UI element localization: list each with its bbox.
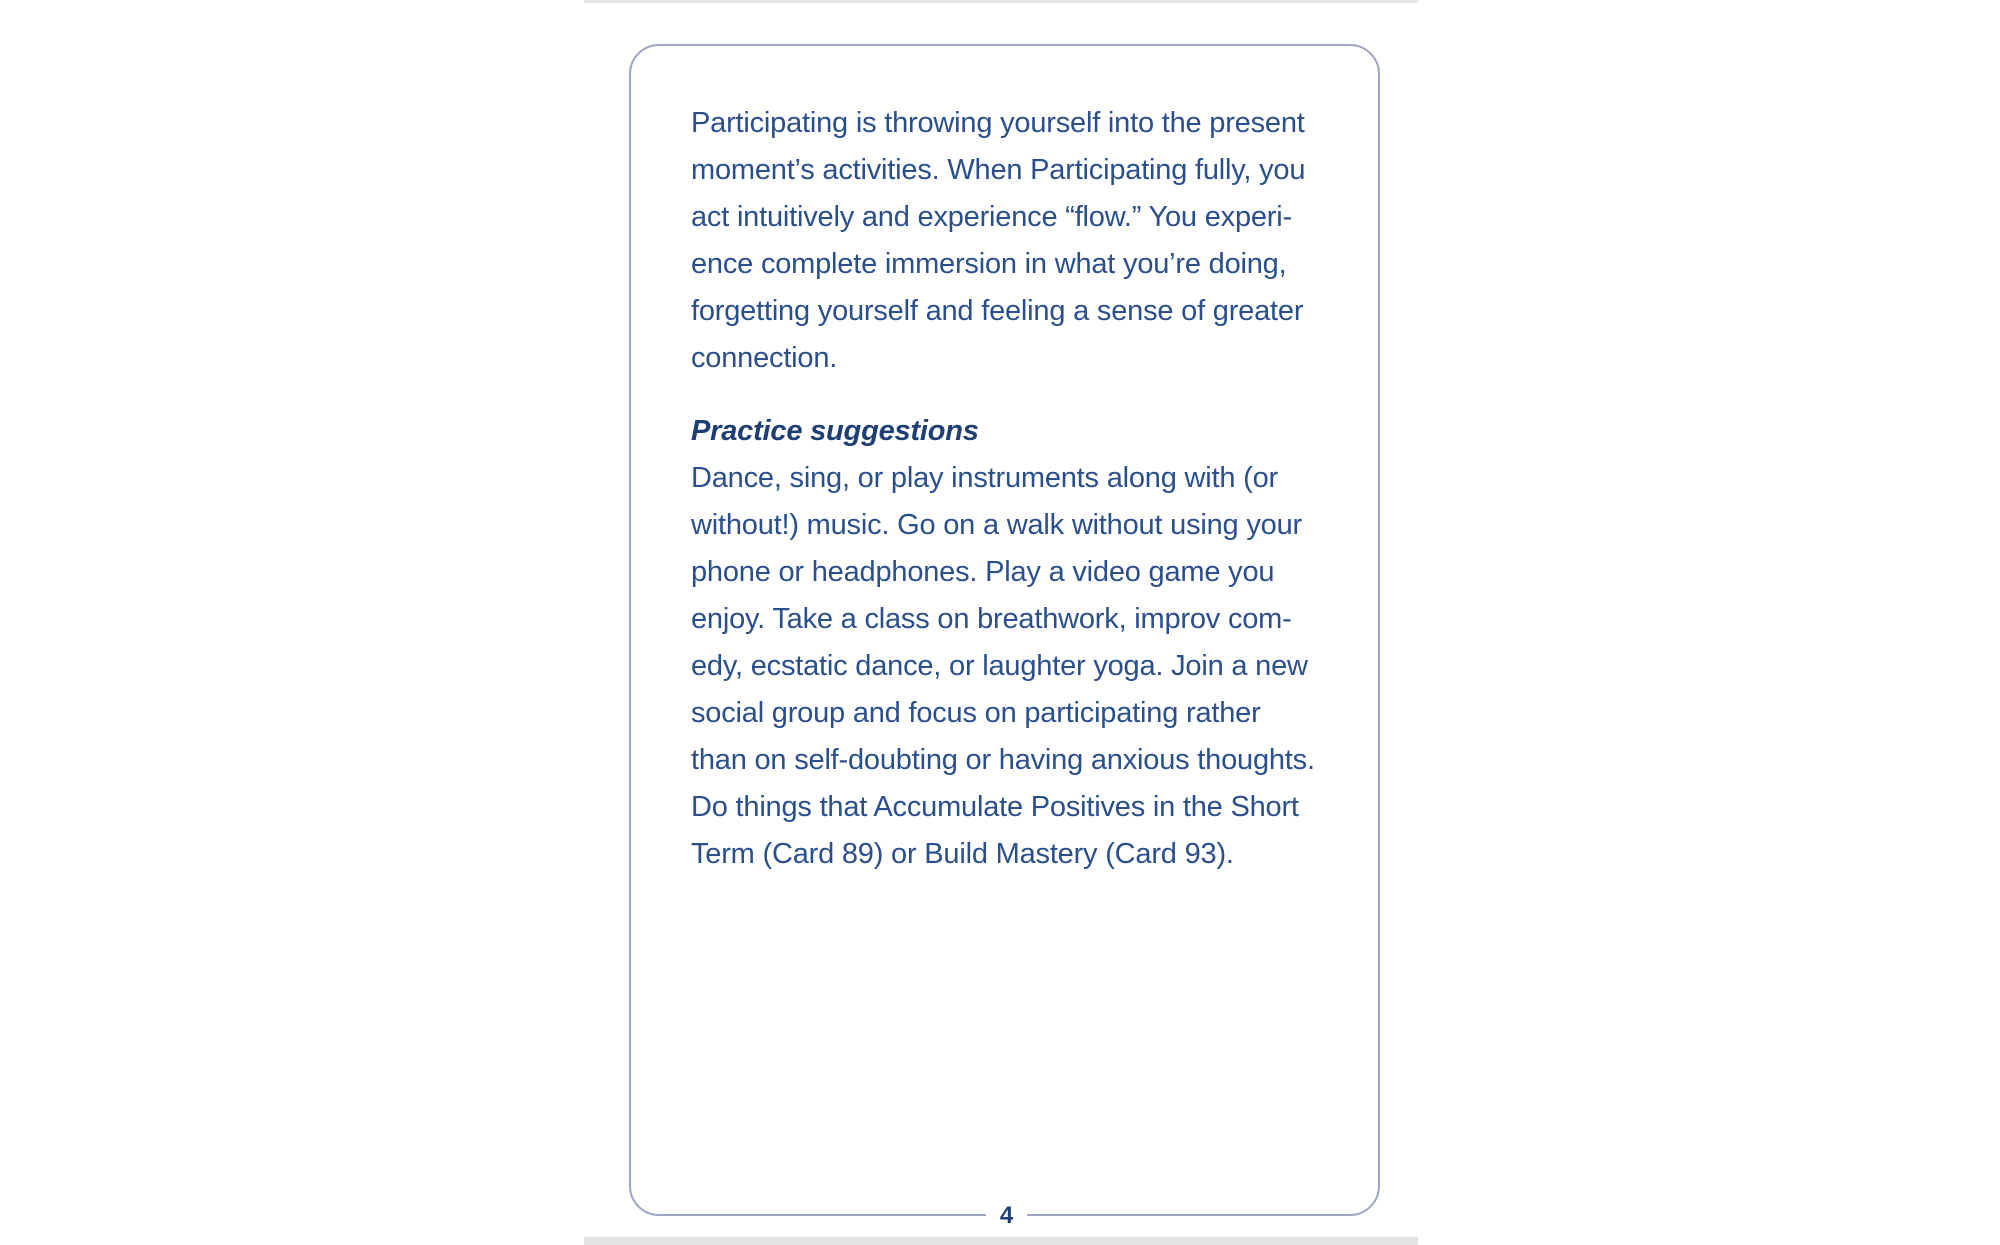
suggestion-line: Dance, sing, or play instruments along with (or	[691, 462, 1278, 494]
suggestion-line: Do things that Accumulate Positives in the Short	[691, 791, 1299, 823]
suggestion-line: edy, ecstatic dance, or laughter yoga. Join a new	[691, 650, 1308, 682]
intro-paragraph	[691, 100, 1331, 382]
card-content	[691, 100, 1331, 878]
practice-suggestions-heading: Practice suggestions	[691, 415, 979, 447]
page-top-edge	[584, 0, 1418, 3]
suggestion-line: phone or headphones. Play a video game you	[691, 556, 1275, 588]
skill-card	[629, 44, 1380, 1229]
suggestions-paragraph	[691, 455, 1331, 878]
intro-line: connection.	[691, 342, 838, 374]
suggestion-line: enjoy. Take a class on breathwork, improv com-	[691, 603, 1292, 635]
suggestion-line: than on self-doubting or having anxious thoughts.	[691, 744, 1315, 776]
intro-line: moment’s activities. When Participating fully, you	[691, 154, 1306, 186]
suggestion-line: Term (Card 89) or Build Mastery (Card 93).	[691, 838, 1234, 870]
intro-line: ence complete immersion in what you’re doing,	[691, 248, 1287, 280]
intro-line: act intuitively and experience “flow.” You experi-	[691, 201, 1292, 233]
page-number-container	[631, 1198, 1382, 1234]
paragraph-spacer	[691, 382, 1331, 408]
page-bottom-edge	[584, 1237, 1418, 1245]
page-number: 4	[986, 1198, 1027, 1234]
intro-line: Participating is throwing yourself into the present	[691, 107, 1305, 139]
intro-line: forgetting yourself and feeling a sense of greater	[691, 295, 1304, 327]
suggestion-line: social group and focus on participating rather	[691, 697, 1261, 729]
suggestion-line: without!) music. Go on a walk without using your	[691, 509, 1302, 541]
